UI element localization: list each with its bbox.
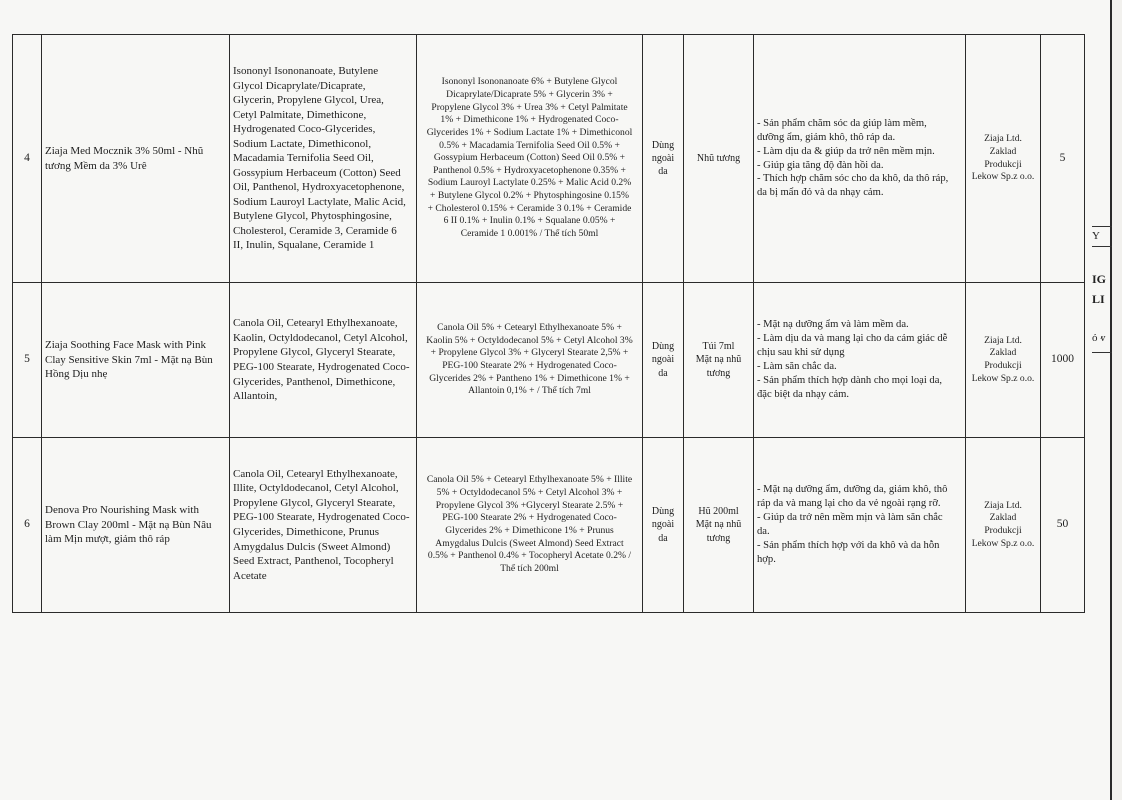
product-registration-table: [12, 34, 1085, 613]
packaging-cell: [684, 438, 754, 613]
ingredients-cell: [230, 283, 417, 438]
product-name-cell: [42, 283, 230, 438]
text-line: dưỡng ẩm, giảm khô, thô ráp da.: [757, 131, 896, 143]
quantity-cell: 1000: [1041, 283, 1085, 438]
text-line: chịu sau khi sử dụng: [757, 347, 845, 359]
text-line: Sodium Lactate, Dimethiconol,: [233, 137, 372, 150]
quantity-cell: 5: [1041, 35, 1085, 283]
effect-cell: [754, 438, 966, 613]
text-line: Canola Oil, Cetearyl Ethylhexanoate,: [233, 467, 398, 480]
text-line: 6 II 0.1% + Inulin 0.1% + Squalane 0.05% +: [443, 215, 616, 227]
text-line: Denova Pro Nourishing Mask with: [45, 504, 199, 517]
text-line: ráp da và mang lại cho da vẻ ngoài rạng rỡ.: [757, 498, 941, 510]
text-line: Kaolin, Octyldodecanol, Cetyl Alcohol,: [233, 331, 408, 344]
text-line: - Sản phẩm thích hợp dành cho mọi loại da,: [757, 374, 943, 386]
text-line: Ziaja Med Mocznik 3% 50ml - Nhũ: [45, 144, 204, 157]
ingredients-cell: [230, 438, 417, 613]
text-line: Butylene Glycol, Phytosphingosine,: [233, 210, 392, 223]
text-line: Glycerides 1% + Sodium Lactate 1% + Dimethiconol: [426, 126, 633, 138]
text-line: Thể tích 200ml: [500, 562, 559, 574]
text-line: Cetyl Palmitate, Dimethicone,: [233, 108, 367, 121]
text-line: Mặt nạ nhũ: [695, 519, 742, 531]
text-line: Gossypium Herbaceum (Cotton) Seed: [233, 166, 401, 179]
text-line: - Mặt nạ dưỡng ẩm, dưỡng da, giảm khô, thô: [757, 484, 948, 496]
text-line: Zaklad: [989, 145, 1017, 157]
text-line: Hồng Dịu nhẹ: [45, 368, 108, 381]
text-line: - Thích hợp chăm sóc cho da khô, da thô ráp,: [757, 173, 949, 185]
text-line: tương: [706, 532, 731, 544]
margin-marks: [1092, 222, 1112, 362]
product-name-cell: [42, 35, 230, 283]
text-line: Propylene Glycol 3% +Glyceryl Stearate 2.5% +: [435, 499, 624, 511]
text-line: Acetate: [233, 569, 267, 582]
text-line: ngoài da: [651, 519, 675, 544]
text-line: Ziaja Ltd.: [984, 334, 1022, 346]
text-line: Panthenol 0.5% + Hydroxyacetophenone 0.35% +: [433, 164, 626, 176]
text-line: Túi 7ml: [702, 341, 735, 353]
text-line: Dùng: [651, 139, 675, 151]
effect-cell: [754, 283, 966, 438]
text-line: Propylene Glycol, Glyceryl Stearate,: [233, 346, 396, 359]
text-line: Hũ 200ml: [698, 506, 739, 518]
text-line: Propylene Glycol, Glyceryl Stearate,: [233, 496, 396, 509]
text-line: Clay Sensitive Skin 7ml - Mặt nạ Bùn: [45, 353, 213, 366]
margin-rule: [1092, 352, 1112, 353]
text-line: Lekow Sp.z o.o.: [971, 372, 1035, 384]
text-line: Amygdalus Dulcis (Sweet Almond) Seed Extract: [435, 537, 624, 549]
text-line: - Sản phẩm thích hợp với da khô và da hỗn: [757, 539, 940, 551]
table-row: [13, 35, 1085, 283]
quantity-cell: 50: [1041, 438, 1085, 613]
usage-cell: [643, 438, 684, 613]
text-line: + Cholesterol 0.15% + Ceramide 3 0.1% + Ceramide: [427, 202, 632, 214]
text-line: Illite, Octyldodecanol, Cetyl Alcohol,: [233, 482, 399, 495]
text-line: + Butylene Glycol 0.2% + Phytosphingosine 0.15%: [430, 190, 629, 202]
text-line: Nhũ tương: [696, 152, 741, 164]
text-line: Hydrogenated Coco-Glycerides,: [233, 123, 376, 136]
text-line: Zaklad: [989, 512, 1017, 524]
text-line: - Mặt nạ dưỡng ẩm và làm mềm da.: [757, 319, 909, 331]
packaging-cell: [684, 35, 754, 283]
text-line: Ceramide 1 0.001% / Thể tích 50ml: [460, 228, 599, 240]
text-line: tương Mềm da 3% Urê: [45, 159, 147, 172]
text-line: Glycerides, Panthenol, Dimethicone,: [233, 375, 396, 388]
text-line: Propylene Glycol 3% + Urea 3% + Cetyl Palmitate: [431, 101, 628, 113]
table-row: [13, 438, 1085, 613]
ingredients-cell: [230, 35, 417, 283]
margin-mark: LI: [1092, 292, 1105, 306]
text-line: hợp.: [757, 553, 776, 565]
text-line: Canola Oil, Cetearyl Ethylhexanoate,: [233, 317, 398, 330]
text-line: làm Mịn mượt, giảm thô ráp: [45, 533, 170, 546]
text-line: đặc biệt da nhạy cảm.: [757, 388, 850, 400]
text-line: Ziaja Ltd.: [984, 499, 1022, 511]
text-line: Sodium Lauroyl Lactylate, Malic Acid,: [233, 195, 406, 208]
effect-cell: [754, 35, 966, 283]
text-line: Lekow Sp.z o.o.: [971, 171, 1035, 183]
text-line: Cholesterol, Ceramide 3, Ceramide 6: [233, 224, 397, 237]
text-line: Kaolin 5% + Octyldodecanol 5% + Cetyl Alcohol 3%: [426, 334, 633, 346]
text-line: 0.5% + Panthenol 0.4% + Tocopheryl Acetate 0.2% /: [427, 550, 632, 562]
text-line: Oil, Panthenol, Hydroxyacetophenone,: [233, 181, 405, 194]
manufacturer-cell: [966, 35, 1041, 283]
text-line: Canola Oil 5% + Cetearyl Ethylhexanoate 5% + Illite: [426, 474, 633, 486]
margin-mark: IG: [1092, 272, 1107, 286]
text-line: PEG-100 Stearate, Hydrogenated Coco-: [233, 361, 410, 373]
text-line: - Làm săn chắc da.: [757, 361, 837, 372]
text-line: Zaklad: [989, 347, 1017, 359]
text-line: Produkcji: [984, 525, 1022, 536]
table-row: [13, 283, 1085, 438]
text-line: tương: [706, 367, 731, 379]
text-line: da bị mẩn đỏ và da nhạy cảm.: [757, 187, 884, 199]
text-line: Glycerides, Dimethicone, Prunus: [233, 526, 380, 538]
row-number-cell: 4: [13, 35, 42, 283]
text-line: ngoài da: [651, 354, 675, 379]
text-line: - Làm dịu da & giúp da trở nên mềm mịn.: [757, 145, 935, 157]
text-line: Dùng: [651, 341, 675, 353]
text-line: Glycerides 2% + Pantheno 1% + Dimethicone 1% +: [429, 372, 630, 384]
manufacturer-cell: [966, 283, 1041, 438]
text-line: Dùng: [651, 506, 675, 518]
usage-cell: [643, 35, 684, 283]
text-line: II, Inulin, Squalane, Ceramide 1: [233, 239, 375, 252]
text-line: Glycol Dicaprylate/Dicaprate,: [233, 79, 366, 92]
text-line: Amygdalus Dulcis (Sweet Almond): [233, 540, 391, 553]
row-number-cell: 6: [13, 438, 42, 613]
margin-mark: Y: [1092, 230, 1100, 242]
text-line: - Sản phẩm chăm sóc da giúp làm mềm,: [757, 117, 927, 129]
text-line: Lekow Sp.z o.o.: [971, 537, 1035, 549]
formula-cell: [417, 35, 643, 283]
margin-mark: ỏ ⱴ: [1092, 332, 1106, 344]
margin-rule: [1092, 226, 1112, 227]
text-line: - Giúp gia tăng độ đàn hồi da.: [757, 159, 884, 171]
product-name-cell: [42, 438, 230, 613]
formula-cell: [417, 283, 643, 438]
text-line: Glycerin, Propylene Glycol, Urea,: [233, 94, 384, 107]
packaging-cell: [684, 283, 754, 438]
page-edge: [1110, 0, 1112, 800]
margin-rule: [1092, 246, 1112, 247]
text-line: Ziaja Ltd.: [984, 133, 1022, 145]
text-line: Allantoin 0,1% + / Thể tích 7ml: [468, 385, 591, 397]
text-line: - Giúp da trở nên mềm mịn và làm săn chắc: [757, 512, 943, 524]
text-line: Produkcji: [984, 158, 1022, 170]
text-line: Sodium Lauroyl Lactylate 0.25% + Malic Acid 0.2%: [427, 177, 632, 189]
text-line: Isononyl Isononanoate, Butylene: [233, 65, 379, 78]
text-line: Ziaja Soothing Face Mask with Pink: [45, 339, 207, 352]
text-line: PEG-100 Stearate, Hydrogenated Coco-: [233, 511, 410, 524]
usage-cell: [643, 283, 684, 438]
text-line: da.: [757, 526, 770, 537]
text-line: 5% + Octyldodecanol 5% + Cetyl Alcohol 3% +: [436, 487, 623, 499]
text-line: - Làm dịu da và mang lại cho da cảm giác dễ: [757, 333, 948, 345]
text-line: PEG-100 Stearate 2% + Hydrogenated Coco-: [442, 360, 617, 371]
formula-cell: [417, 438, 643, 613]
text-line: + Propylene Glycol 3% + Glyceryl Stearate 2,5% +: [430, 347, 629, 359]
text-line: ngoài da: [651, 152, 675, 178]
text-line: Dicaprylate/Dicaprate 5% + Glycerin 3% +: [446, 88, 613, 100]
text-line: Isononyl Isononanoate 6% + Butylene Glycol: [441, 76, 618, 88]
text-line: Mặt nạ nhũ: [695, 354, 742, 366]
text-line: Allantoin,: [233, 390, 278, 403]
row-number-cell: 5: [13, 283, 42, 438]
text-line: 0.5% + Macadamia Ternifolia Seed Oil 0.5% +: [439, 139, 620, 151]
text-line: Canola Oil 5% + Cetearyl Ethylhexanoate 5% +: [437, 322, 622, 334]
text-line: Brown Clay 200ml - Mặt nạ Bùn Nâu: [45, 518, 212, 531]
text-line: Produkcji: [984, 360, 1022, 371]
text-line: Gossypium Herbaceum (Cotton) Seed Oil 0.5% +: [433, 152, 626, 164]
text-line: PEG-100 Stearate 2% + Hydrogenated Coco-: [442, 512, 617, 524]
text-line: Macadamia Ternifolia Seed Oil,: [233, 152, 374, 165]
text-line: 1% + Dimethicone 1% + Hydrogenated Coco-: [440, 114, 619, 126]
text-line: Seed Extract, Panthenol, Tocopheryl: [233, 555, 394, 568]
text-line: Glycerides 2% + Dimethicone 1% + Prunus: [445, 525, 614, 536]
manufacturer-cell: [966, 438, 1041, 613]
